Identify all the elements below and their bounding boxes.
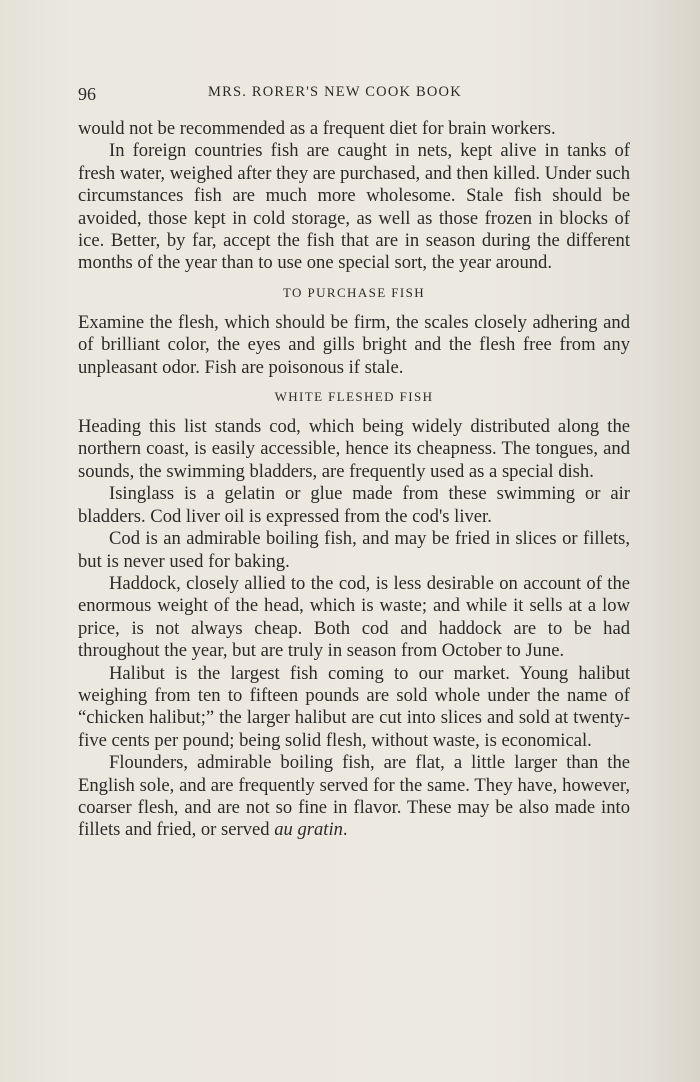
paragraph-foreign-countries: In foreign countries fish are caught in nets, kept alive in tanks of fresh water, weighed after they are purchased, and then killed. Under such circumstances fish are much more wholesome. Stale fish should be avoided, those kept in cold storage, as well as those frozen in blocks of ice. Better, by far, accept the fish that are in season during the different months of the year than to use one special sort, the year around. (78, 140, 630, 274)
paragraph-flounders (78, 752, 630, 842)
paragraph-cod: Heading this list stands cod, which being widely distributed along the northern coast, is easily accessible, hence its cheapness. The tongues, and sounds, the swimming bladders, are frequently used as a special dish. (78, 416, 630, 482)
page-header (78, 76, 630, 118)
section-heading-white-fleshed: WHITE FLESHED FISH (274, 389, 434, 405)
paragraph-purchase: Examine the flesh, which should be firm, the scales closely adhering and of brilliant color, the eyes and gills bright and the flesh free from any unpleasant odor. Fish are poisonous if stale. (78, 311, 630, 378)
section-heading-purchase: TO PURCHASE FISH (282, 284, 426, 300)
flounders-end: . (342, 819, 348, 841)
page-content (78, 76, 630, 842)
paragraph-continued: would not be recommended as a frequent diet for brain workers. (78, 118, 556, 139)
paragraph-halibut: Halibut is the largest fish coming to our market. Young halibut weighing from ten to fifteen pounds are sold whole under the name of “chicken halibut;” the larger halibut are cut into slices and sold at twenty-five cents per pound; being solid flesh, without waste, is economical. (78, 662, 630, 751)
au-gratin-italic: au gratin (274, 819, 343, 841)
running-title: MRS. RORER'S NEW COOK BOOK (208, 84, 462, 100)
paragraph-isinglass: Isinglass is a gelatin or glue made from these swimming or air bladders. Cod liver oil is expressed from the cod's liver. (78, 483, 630, 527)
paragraph-cod-boiling: Cod is an admirable boiling fish, and may be fried in slices or fillets, but is never used for baking. (78, 528, 630, 572)
page-number: 96 (78, 84, 96, 104)
paragraph-haddock: Haddock, closely allied to the cod, is less desirable on account of the enormous weight of the head, which is waste; and while it sells at a low price, is not always cheap. Both cod and haddock are to be had throughout the year, but are truly in season from October to June. (78, 572, 630, 662)
flounders-text: Flounders, admirable boiling fish, are flat, a little larger than the English sole, and are frequently served for the same. They have, however, coarser flesh, and are not so fine in flavor. These may be also made into fillets and fried, or served (78, 752, 630, 841)
